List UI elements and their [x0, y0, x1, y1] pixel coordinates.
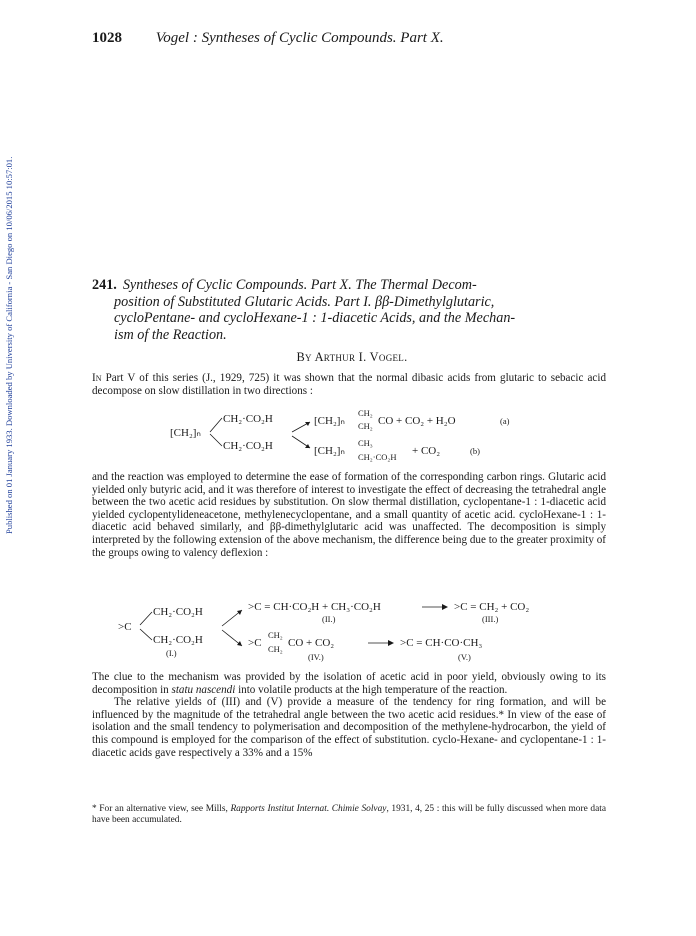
running-title: Vogel : Syntheses of Cyclic Compounds. Part X.: [155, 30, 444, 46]
byline-prefix: By: [296, 350, 312, 364]
s2-label-V: (V.): [458, 652, 471, 662]
reaction-scheme-1: [170, 404, 540, 470]
footnote-a: * For an alternative view, see Mills,: [92, 804, 231, 814]
p3-text-a: The clue to the mechanism was provided by the isolation of acetic acid in poor yield, obviously owing to its decomposition in: [92, 671, 606, 696]
reaction-scheme-2: [118, 598, 598, 668]
s1-reactant-left: [CH₂]ₙ: [170, 427, 201, 439]
body-paragraph-2: and the reaction was employed to determine the ease of formation of the corresponding carbon rings. Glutaric acid yielded only butyric acid, and it was therefore of interest to investigate the effect of decreasing the tetrahedral angle between the two acetic acid residues by substitution. On slow thermal distillation, cyclopentane-1 : 1-diacetic acid yielded cyclopentylideneacetone, methylenecyclopentane, and a small quantity of acetic acid. cycloHexane-1 : 1-diacetic acid behaved similarly, and ββ-dimethylglutaric acid was unaffected. The decomposition is simply interpreted by the following extension of the above mechanism, the difference being due to the greater proximity of the groups owing to valency deflexion :: [92, 471, 606, 559]
article-number: 241.: [92, 277, 117, 293]
s1-prod-b-rest: + CO₂: [412, 445, 441, 457]
s1-ring-bottom: CH₂: [358, 421, 373, 431]
s1-label-a: (a): [500, 416, 510, 426]
s2-label-I: (I.): [166, 648, 177, 658]
s1-bond-down: [210, 434, 222, 446]
s1-arrow-b-head: [305, 444, 310, 448]
s1-reactant-top: CH₂·CO₂H: [223, 413, 273, 425]
title-line-3: cycloPentane- and cycloHexane-1 : 1-diacetic Acids, and the Mechan-: [114, 310, 516, 327]
s2-lower-b: >C = CH·CO·CH₃: [400, 637, 483, 649]
s2-label-III: (III.): [482, 614, 499, 624]
s2-label-IV: (IV.): [308, 652, 324, 662]
s1-prod-b-bottom: CH₂·CO₂H: [358, 452, 397, 462]
s2-bond-up: [140, 612, 152, 625]
body-paragraph-4: The relative yields of (III) and (V) provide a measure of the tendency for ring formation, and will be influenced by the magnitude of the tetrahedral angle between the two acetic acid residues.* In view of the ease of isolation and the small tendency to polymerisation and decomposition of the methylene-hydrocarbon, the yield of this compound is employed for the comparison of the effect of substitution. cyclo-Hexane- and cyclopentane-1 : 1-diacetic acids gave respectively a 33% and a 15%: [92, 696, 606, 759]
s2-bond-down: [140, 629, 152, 640]
s2-arrow-up-head: [237, 610, 242, 615]
s1-prod-a-left: [CH₂]ₙ: [314, 415, 345, 427]
s2-upper-b: >C = CH₂ + CO₂: [454, 601, 530, 613]
footnote: [92, 804, 606, 826]
s1-bond-up: [210, 418, 222, 432]
body-paragraph-3: [92, 671, 606, 759]
scheme-2-graphic: [118, 598, 598, 668]
author-name: Arthur I. Vogel.: [314, 350, 408, 364]
s2-lower-ring-bottom: CH₂: [268, 644, 283, 654]
s2-lower-ring-top: CH₂: [268, 630, 283, 640]
s2-lower-c: >C: [248, 637, 262, 649]
download-notice: Published on 01 January 1933. Downloaded by University of California - San Diego on 10/06/2015 10:57:01.: [4, 156, 14, 534]
intro-lead: In: [92, 372, 102, 384]
s1-prod-a-rest: CO + CO₂ + H₂O: [378, 415, 456, 427]
p3-text-b: into volatile products at the high temperature of the reaction.: [235, 683, 508, 696]
title-line-4: ism of the Reaction.: [114, 326, 227, 343]
s1-ring-top: CH₂: [358, 408, 373, 418]
s2-reactant-top: CH₂·CO₂H: [153, 606, 203, 618]
scheme-1-graphic: [170, 404, 540, 470]
intro-text: Part V of this series (J., 1929, 725) it was shown that the normal dibasic acids from glutaric to sebacic acid decompose on slow distillation in two directions :: [92, 372, 606, 397]
s1-reactant-bottom: CH₂·CO₂H: [223, 440, 273, 452]
s2-reactant-c: >C: [118, 621, 132, 633]
s1-prod-b-left: [CH₂]ₙ: [314, 445, 345, 457]
running-head: [92, 30, 612, 47]
title-line-2: position of Substituted Glutaric Acids. Part I. ββ-Dimethylglutaric,: [114, 293, 495, 310]
intro-paragraph: [92, 372, 606, 397]
s2-arrow-right-1-head: [442, 604, 448, 610]
s2-reactant-bottom: CH₂·CO₂H: [153, 634, 203, 646]
s2-arrow-down-head: [237, 641, 242, 646]
footnote-italic: Rapports Institut Internat. Chimie Solvay: [230, 804, 387, 814]
article-title: [92, 277, 612, 343]
s2-upper-a: >C = CH·CO₂H + CH₃·CO₂H: [248, 601, 381, 613]
s1-label-b: (b): [470, 446, 480, 456]
title-line-1: Syntheses of Cyclic Compounds. Part X. The Thermal Decom-: [122, 277, 477, 293]
s2-lower-rest: CO + CO₂: [288, 637, 335, 649]
s2-label-II: (II.): [322, 614, 336, 624]
p3-italic: statu nascendi: [171, 683, 236, 696]
s1-prod-b-top: CH₃: [358, 438, 373, 448]
s2-arrow-right-2-head: [388, 640, 394, 646]
page-number: 1028: [92, 30, 122, 46]
footnote-b: , 1931, 4, 25 : this will be fully discussed when more data have been accumulated.: [92, 804, 606, 826]
byline: [92, 350, 612, 365]
